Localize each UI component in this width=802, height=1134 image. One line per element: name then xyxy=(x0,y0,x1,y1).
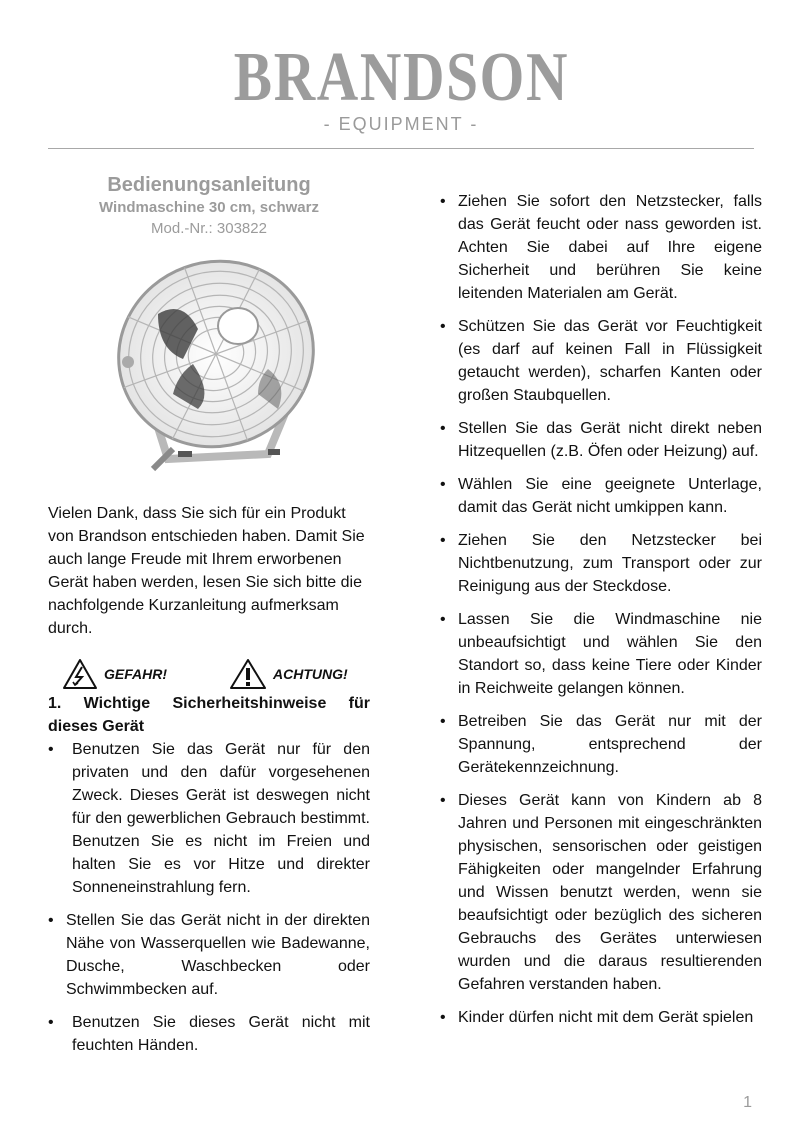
product-image xyxy=(48,244,370,494)
intro-paragraph: Vielen Dank, dass Sie sich für ein Produkt von Brandson entschieden haben. Damit Sie auch lange Freude mit Ihrem erworbenen Gerät haben werden, lesen Sie sich bitte die nachfolgende Kurzanleitung aufmerksam durch. xyxy=(48,505,365,637)
right-column xyxy=(440,190,762,1039)
bullet-icon: • xyxy=(48,741,54,758)
document-title: Bedienungsanleitung xyxy=(107,174,311,196)
electric-shock-triangle-icon xyxy=(62,658,98,690)
list-item: • Dieses Gerät kann von Kindern ab 8 Jahren und Personen mit eingeschränkten physischen, sensorischen oder geistigen Fähigkeiten oder mangelnder Erfahrung und Wissen benutzt werden, wenn sie beaufsichtigt oder bezüglich des sicheren Gebrauchs des Gerätes unterwiesen wurden und die daraus resultierenden Gefahren verstanden haben. xyxy=(440,789,762,996)
danger-label: GEFAHR! xyxy=(104,666,167,682)
list-item: • Betreiben Sie das Gerät nur mit der Spannung, entsprechend der Gerätekennzeichnung. xyxy=(440,710,762,779)
warning-symbols xyxy=(48,656,370,692)
bullet-icon: • xyxy=(440,420,446,437)
brand-name: BRANDSON xyxy=(233,39,569,116)
bullet-icon: • xyxy=(48,1014,54,1031)
list-item: • Stellen Sie das Gerät nicht in der direkten Nähe von Wasserquellen wie Badewanne, Dusche, Waschbecken oder Schwimmbecken auf. xyxy=(48,909,370,1001)
bullet-icon: • xyxy=(48,912,54,929)
list-item: • Benutzen Sie das Gerät nur für den privaten und den dafür vorgesehenen Zweck. Dieses Gerät ist deswegen nicht für den gewerblichen Gebrauch bestimmt. Benutzen Sie es nicht im Freien und halten Sie es vor Hitze und direkter Sonneneinstrahlung fern. xyxy=(48,738,370,899)
title-block xyxy=(48,172,370,240)
bullet-icon: • xyxy=(440,1009,446,1026)
model-number: Mod.-Nr.: 303822 xyxy=(151,220,267,237)
list-item: • Benutzen Sie dieses Gerät nicht mit feuchten Händen. xyxy=(48,1011,370,1057)
list-item: • Stellen Sie das Gerät nicht direkt neben Hitzequellen (z.B. Öfen oder Heizung) auf. xyxy=(440,417,762,463)
left-column xyxy=(48,172,370,1067)
bullet-icon: • xyxy=(440,476,446,493)
list-item: • Lassen Sie die Windmaschine nie unbeaufsichtigt und wählen Sie den Standort so, dass keine Tiere oder Kinder in Reichweite gelangen können. xyxy=(440,608,762,700)
bullet-icon: • xyxy=(440,713,446,730)
brand-logo xyxy=(0,40,802,135)
header-divider xyxy=(48,148,754,149)
exclamation-triangle-icon xyxy=(229,658,267,690)
list-item: • Wählen Sie eine geeignete Unterlage, damit das Gerät nicht umkippen kann. xyxy=(440,473,762,519)
list-item: • Kinder dürfen nicht mit dem Gerät spielen xyxy=(440,1006,762,1029)
bullet-icon: • xyxy=(440,792,446,809)
fan-illustration xyxy=(98,244,318,489)
bullet-icon: • xyxy=(440,532,446,549)
bullet-icon: • xyxy=(440,318,446,335)
brand-tagline: - EQUIPMENT - xyxy=(323,114,479,134)
danger-warning xyxy=(62,658,167,690)
list-item: • Ziehen Sie den Netzstecker bei Nichtbenutzung, zum Transport oder zur Reinigung aus der Steckdose. xyxy=(440,529,762,598)
bullet-icon: • xyxy=(440,193,446,210)
section-heading: 1. Wichtige Sicherheitshinweise für dieses Gerät xyxy=(48,695,370,735)
document-subtitle: Windmaschine 30 cm, schwarz xyxy=(99,199,319,216)
caution-label: ACHTUNG! xyxy=(273,666,348,682)
safety-list-right xyxy=(440,190,762,1029)
bullet-icon: • xyxy=(440,611,446,628)
caution-warning xyxy=(229,658,348,690)
list-item: • Schützen Sie das Gerät vor Feuchtigkeit (es darf auf keinen Fall in Flüssigkeit getaucht werden), scharfen Kanten oder großen Staubquellen. xyxy=(440,315,762,407)
list-item: • Ziehen Sie sofort den Netzstecker, falls das Gerät feucht oder nass geworden ist. Achten Sie dabei auf Ihre eigene Sicherheit und berühren Sie keine leitenden Materialen am Gerät. xyxy=(440,190,762,305)
safety-list-left xyxy=(48,738,370,1057)
page-number: 1 xyxy=(743,1094,752,1111)
